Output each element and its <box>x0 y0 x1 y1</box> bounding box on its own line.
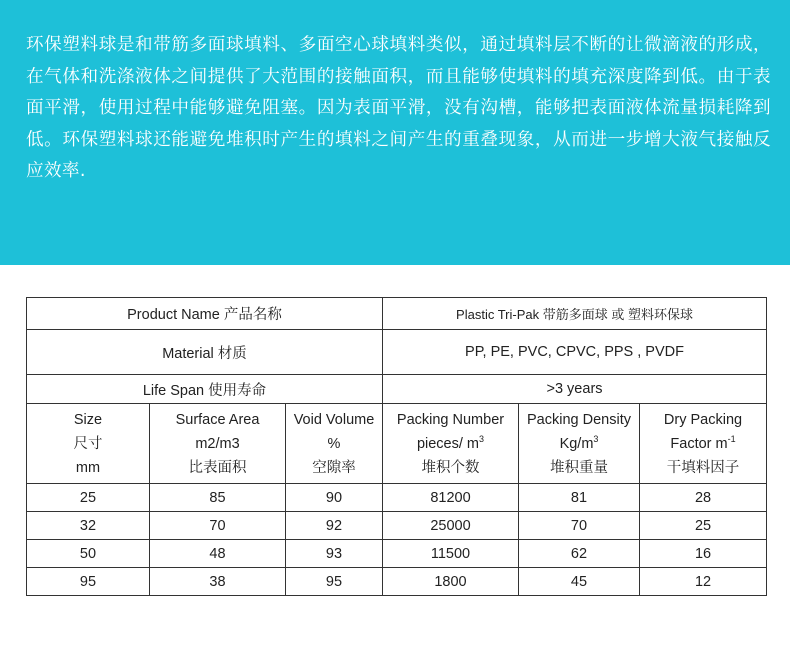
cell-dry-packing-factor: 25 <box>640 512 767 540</box>
cell-packing-density: 62 <box>519 540 640 568</box>
table-row <box>27 484 767 512</box>
cell-void-volume: 92 <box>286 512 383 540</box>
header-void-volume-en: Void Volume <box>293 411 375 428</box>
header-dry-packing-factor <box>640 404 767 484</box>
header-surface-area <box>150 404 286 484</box>
cell-packing-number: 25000 <box>383 512 519 540</box>
header-size <box>27 404 150 484</box>
cell-dry-packing-factor: 12 <box>640 568 767 596</box>
material-row <box>27 330 767 375</box>
cell-packing-density: 81 <box>519 484 640 512</box>
cell-packing-number: 81200 <box>383 484 519 512</box>
header-packing-number <box>383 404 519 484</box>
cell-void-volume: 93 <box>286 540 383 568</box>
cell-packing-number: 1800 <box>383 568 519 596</box>
life-span-row <box>27 375 767 404</box>
unit-text: Kg/m <box>559 435 594 452</box>
table-row <box>27 512 767 540</box>
cell-surface-area: 48 <box>150 540 286 568</box>
cell-surface-area: 70 <box>150 512 286 540</box>
header-void-volume-zh: 空隙率 <box>312 459 356 476</box>
life-span-value: >3 years <box>383 375 767 404</box>
header-dry-packing-en: Dry Packing <box>663 411 743 428</box>
table-row <box>27 568 767 596</box>
cell-dry-packing-factor: 28 <box>640 484 767 512</box>
cell-void-volume: 90 <box>286 484 383 512</box>
spec-table <box>26 297 767 596</box>
product-name-row <box>27 298 767 330</box>
header-surface-area-unit: m2/m3 <box>195 435 240 452</box>
header-packing-density-unit <box>519 432 639 456</box>
intro-paragraph: 环保塑料球是和带筋多面球填料、多面空心球填料类似，通过填料层不断的让微滴液的形成，在气体和洗涤液体之间提供了大范围的接触面积，而且能够使填料的填充深度降到低。由于表面平滑，使用过程中能够避免阻塞。因为表面平滑，没有沟槽，能够把表面液体流量损耗降到低。环保塑料球还能避免堆积时产生的填料之间产生的重叠现象，从而进一步增大液气接触反应效率. <box>26 35 771 181</box>
cell-surface-area: 38 <box>150 568 286 596</box>
header-packing-number-zh: 堆积个数 <box>421 459 480 476</box>
product-name-label: Product Name 产品名称 <box>27 298 383 330</box>
header-size-zh: 尺寸 <box>73 435 103 452</box>
unit-text: Factor m <box>670 435 728 452</box>
header-surface-area-en: Surface Area <box>175 411 260 428</box>
header-surface-area-zh: 比表面积 <box>188 459 247 476</box>
cell-surface-area: 85 <box>150 484 286 512</box>
header-packing-density <box>519 404 640 484</box>
cell-packing-number: 11500 <box>383 540 519 568</box>
material-label: Material 材质 <box>27 330 383 375</box>
cell-packing-density: 70 <box>519 512 640 540</box>
cell-void-volume: 95 <box>286 568 383 596</box>
intro-banner <box>0 0 790 265</box>
cell-size: 25 <box>27 484 150 512</box>
cell-dry-packing-factor: 16 <box>640 540 767 568</box>
column-header-row <box>27 404 767 484</box>
life-span-label: Life Span 使用寿命 <box>27 375 383 404</box>
header-dry-packing-unit <box>640 432 766 456</box>
cell-size: 32 <box>27 512 150 540</box>
table-row <box>27 540 767 568</box>
header-packing-number-unit <box>383 432 518 456</box>
material-value: PP, PE, PVC, CPVC, PPS , PVDF <box>383 330 767 375</box>
header-size-en: Size <box>73 411 103 428</box>
header-packing-density-en: Packing Density <box>527 411 631 428</box>
unit-superscript: 3 <box>593 433 599 444</box>
header-void-volume <box>286 404 383 484</box>
unit-superscript: -1 <box>727 433 736 444</box>
header-packing-density-zh: 堆积重量 <box>550 459 608 476</box>
unit-superscript: 3 <box>479 433 485 444</box>
product-name-value: Plastic Tri-Pak 带筋多面球 或 塑料环保球 <box>383 298 767 330</box>
header-packing-number-en: Packing Number <box>396 411 505 428</box>
unit-text: pieces/ m <box>416 435 480 452</box>
header-void-volume-unit: % <box>327 435 341 452</box>
cell-packing-density: 45 <box>519 568 640 596</box>
header-size-unit: mm <box>75 459 101 476</box>
header-dry-packing-zh: 干填料因子 <box>666 459 740 476</box>
cell-size: 95 <box>27 568 150 596</box>
cell-size: 50 <box>27 540 150 568</box>
